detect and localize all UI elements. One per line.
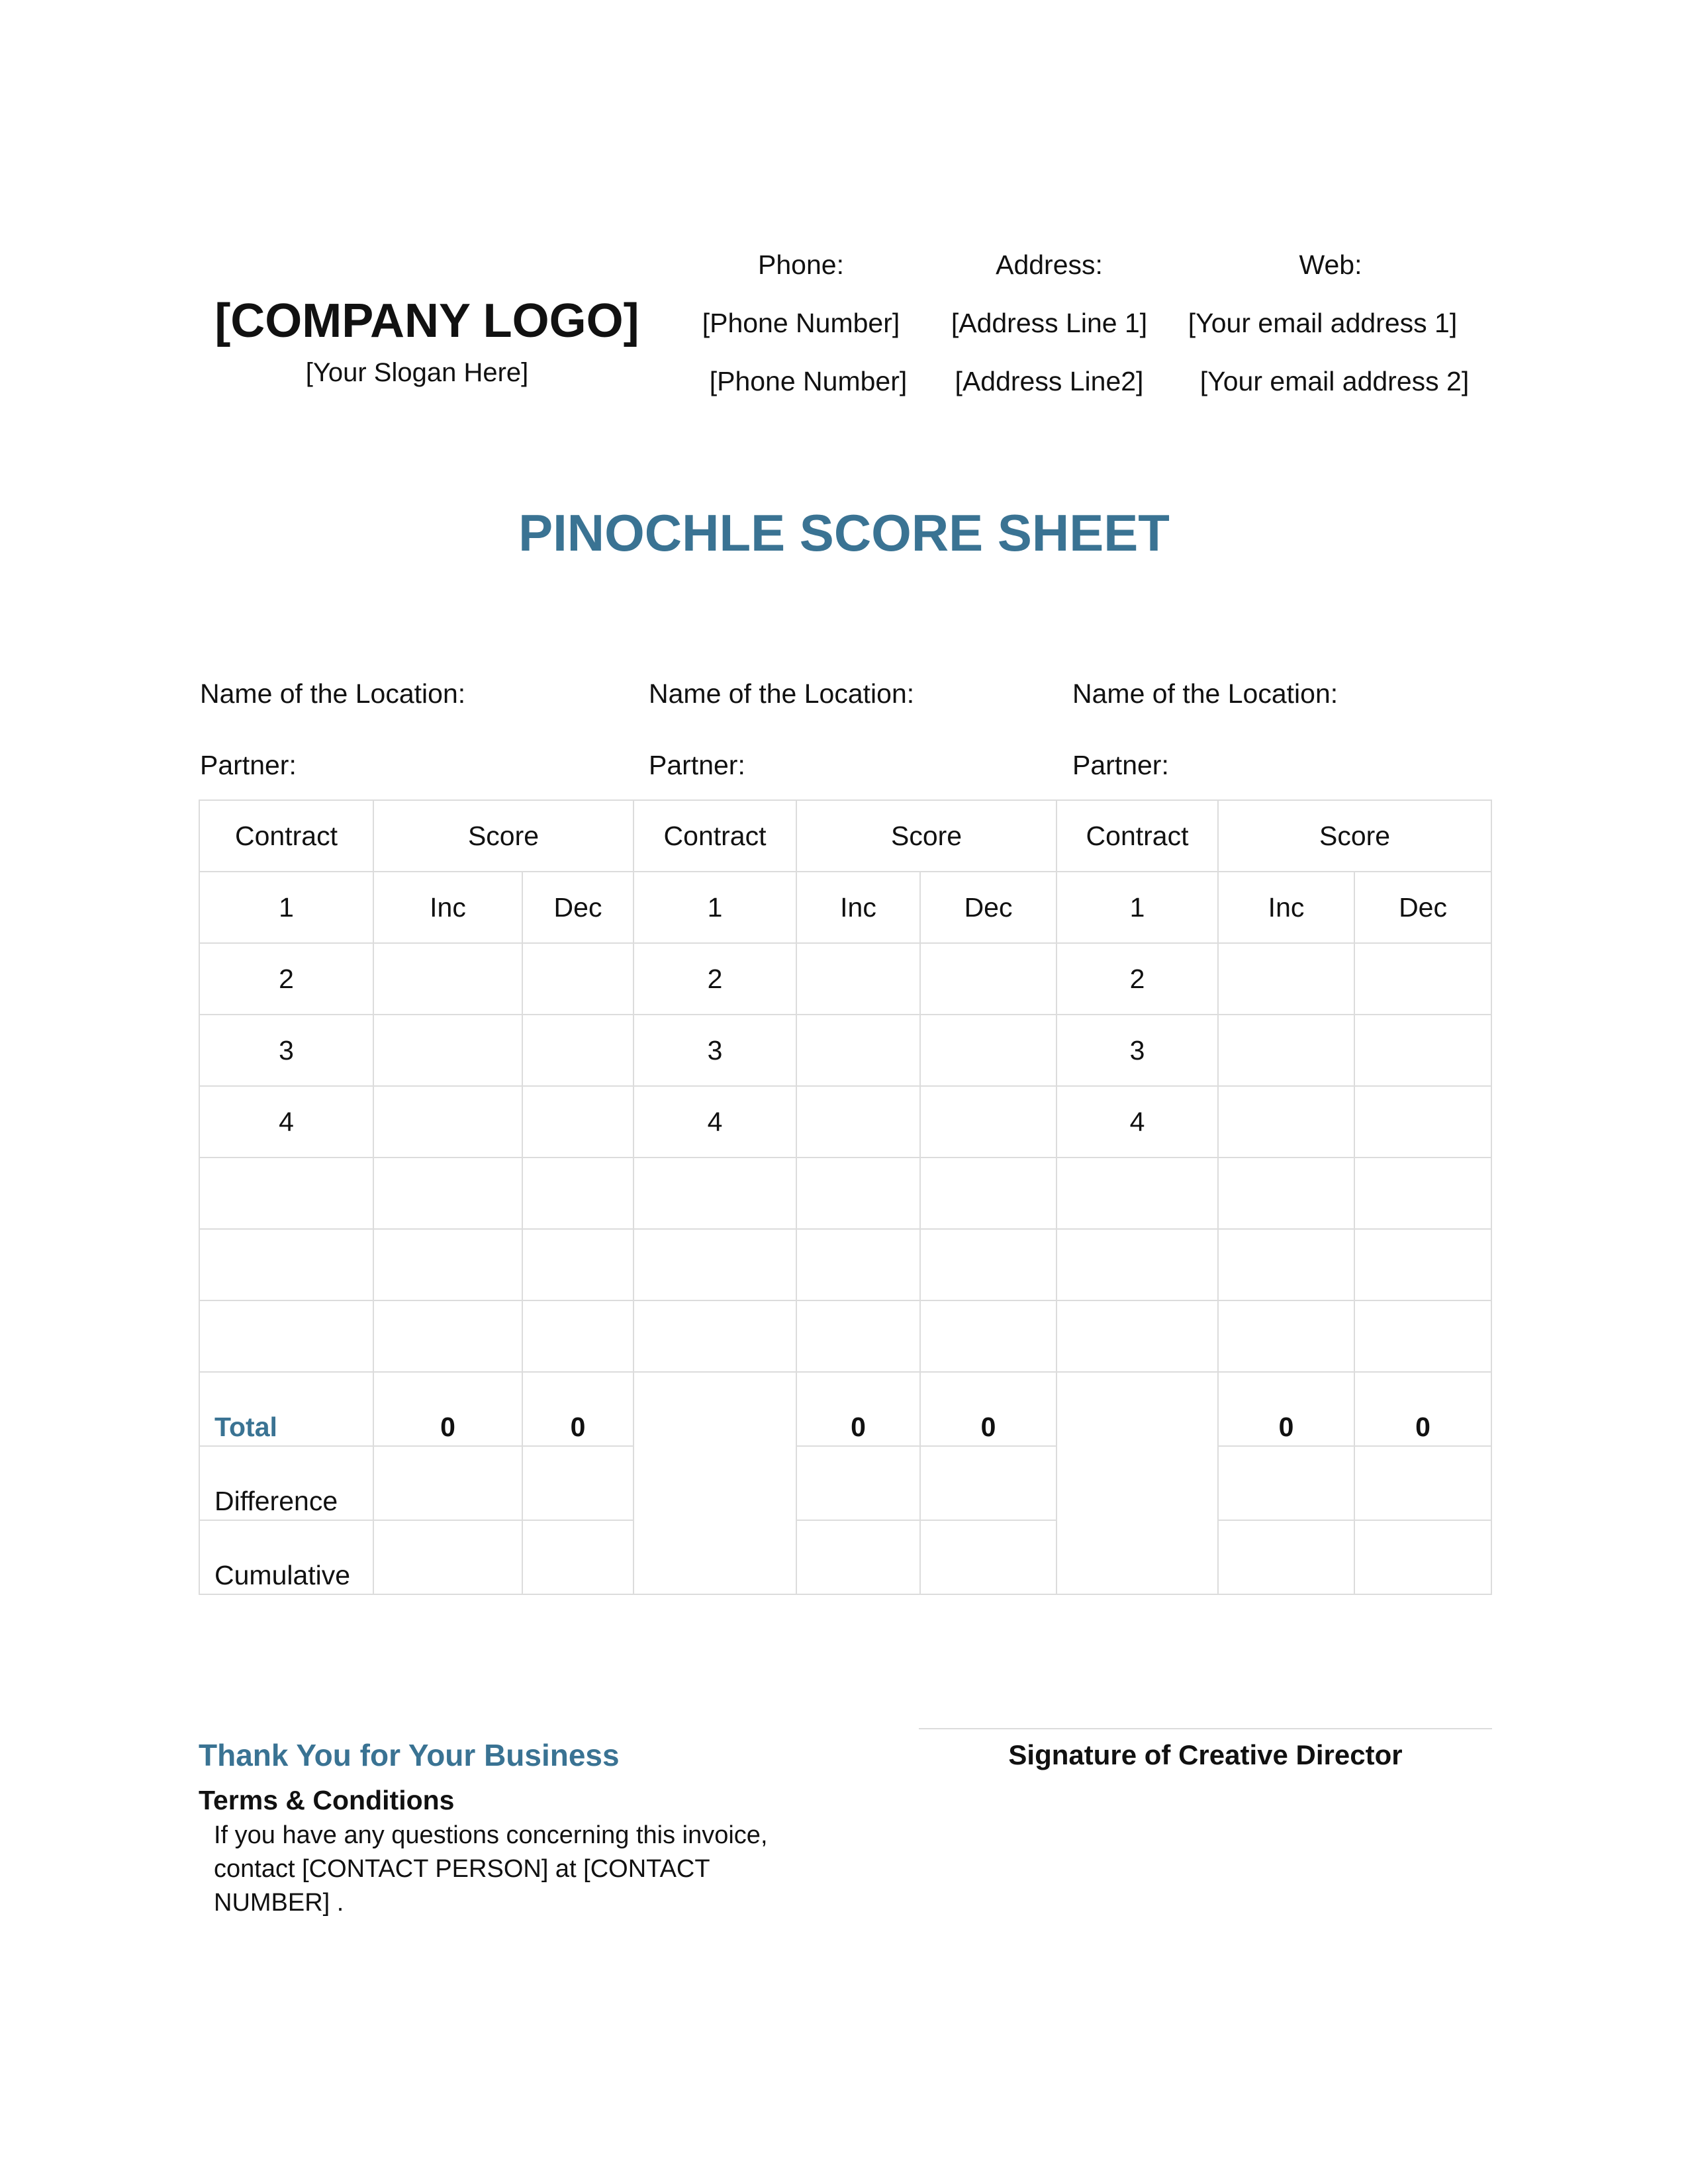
empty-cell[interactable] xyxy=(1354,1229,1491,1300)
phone-number-2: [Phone Number] xyxy=(709,366,908,396)
total-inc-1: 0 xyxy=(373,1372,522,1446)
empty-cell[interactable] xyxy=(1056,1158,1218,1229)
phone-column xyxy=(675,246,927,421)
table-row xyxy=(199,943,1491,1015)
signature-line xyxy=(919,1728,1492,1729)
score-header: Score xyxy=(1218,800,1491,872)
cumulative-cell[interactable] xyxy=(1354,1520,1491,1594)
difference-cell[interactable] xyxy=(1354,1446,1491,1520)
web-email-1: [Your email address 1] xyxy=(1188,308,1458,338)
empty-cell[interactable] xyxy=(796,1158,920,1229)
round-number: 2 xyxy=(1056,943,1218,1015)
score-cell[interactable] xyxy=(1218,1086,1354,1158)
signature-label: Signature of Creative Director xyxy=(1008,1739,1403,1770)
score-cell[interactable] xyxy=(522,1086,633,1158)
empty-cell[interactable] xyxy=(199,1229,373,1300)
table-row xyxy=(199,1300,1491,1372)
empty-cell[interactable] xyxy=(1354,1300,1491,1372)
score-cell[interactable] xyxy=(522,1015,633,1086)
round-number: 4 xyxy=(633,1086,796,1158)
merged-empty-cell xyxy=(1056,1372,1218,1594)
score-header: Score xyxy=(373,800,633,872)
contract-header: Contract xyxy=(633,800,796,872)
round-number: 1 xyxy=(1056,872,1218,943)
total-dec-2: 0 xyxy=(920,1372,1056,1446)
cumulative-cell[interactable] xyxy=(1218,1520,1354,1594)
score-cell[interactable] xyxy=(1354,943,1491,1015)
empty-cell[interactable] xyxy=(633,1229,796,1300)
empty-cell[interactable] xyxy=(920,1229,1056,1300)
score-cell[interactable] xyxy=(920,1086,1056,1158)
score-cell[interactable] xyxy=(796,943,920,1015)
table-row xyxy=(199,1015,1491,1086)
table-row xyxy=(199,1086,1491,1158)
contract-header: Contract xyxy=(199,800,373,872)
total-inc-3: 0 xyxy=(1218,1372,1354,1446)
inc-header: Inc xyxy=(796,872,920,943)
web-label: Web: xyxy=(1299,250,1362,280)
round-number: 4 xyxy=(199,1086,373,1158)
score-cell[interactable] xyxy=(796,1015,920,1086)
partner-label-3: Partner: xyxy=(1072,750,1169,780)
phone-number-1: [Phone Number] xyxy=(702,308,900,338)
cumulative-cell[interactable] xyxy=(796,1520,920,1594)
terms-body: If you have any questions concerning this invoice, contact [CONTACT PERSON] at [CONTACT NUMBER] . xyxy=(214,1821,768,1917)
score-cell[interactable] xyxy=(1354,1086,1491,1158)
company-slogan: [Your Slogan Here] xyxy=(305,358,529,387)
difference-cell[interactable] xyxy=(522,1446,633,1520)
terms-heading: Terms & Conditions xyxy=(199,1785,455,1815)
partner-label-2: Partner: xyxy=(649,750,745,780)
score-cell[interactable] xyxy=(920,1015,1056,1086)
round-number: 3 xyxy=(1056,1015,1218,1086)
empty-cell[interactable] xyxy=(920,1300,1056,1372)
inc-header: Inc xyxy=(373,872,522,943)
empty-cell[interactable] xyxy=(373,1158,522,1229)
score-cell[interactable] xyxy=(373,1086,522,1158)
score-cell[interactable] xyxy=(373,943,522,1015)
empty-cell[interactable] xyxy=(1354,1158,1491,1229)
dec-header: Dec xyxy=(1354,872,1491,943)
score-table xyxy=(199,799,1492,1595)
difference-cell[interactable] xyxy=(1218,1446,1354,1520)
round-number: 1 xyxy=(199,872,373,943)
dec-header: Dec xyxy=(522,872,633,943)
empty-cell[interactable] xyxy=(199,1158,373,1229)
table-row xyxy=(199,1229,1491,1300)
table-row xyxy=(199,872,1491,943)
difference-row xyxy=(199,1446,1491,1520)
cumulative-cell[interactable] xyxy=(373,1520,522,1594)
merged-empty-cell xyxy=(633,1372,796,1594)
empty-cell[interactable] xyxy=(522,1229,633,1300)
difference-cell[interactable] xyxy=(373,1446,522,1520)
web-column xyxy=(1165,246,1496,421)
round-number: 1 xyxy=(633,872,796,943)
table-row xyxy=(199,1158,1491,1229)
score-cell[interactable] xyxy=(1218,1015,1354,1086)
page-title: PINOCHLE SCORE SHEET xyxy=(518,504,1170,562)
empty-cell[interactable] xyxy=(1218,1158,1354,1229)
empty-cell[interactable] xyxy=(920,1158,1056,1229)
score-cell[interactable] xyxy=(796,1086,920,1158)
score-cell[interactable] xyxy=(522,943,633,1015)
cumulative-row xyxy=(199,1520,1491,1594)
total-dec-1: 0 xyxy=(522,1372,633,1446)
inc-header: Inc xyxy=(1218,872,1354,943)
location-label-2: Name of the Location: xyxy=(649,678,915,709)
score-header: Score xyxy=(796,800,1056,872)
cumulative-cell[interactable] xyxy=(920,1520,1056,1594)
address-line-1: [Address Line 1] xyxy=(951,308,1148,338)
score-cell[interactable] xyxy=(1218,943,1354,1015)
empty-cell[interactable] xyxy=(633,1300,796,1372)
total-row xyxy=(199,1372,1491,1446)
thank-you-heading: Thank You for Your Business xyxy=(199,1738,620,1772)
empty-cell[interactable] xyxy=(1056,1229,1218,1300)
round-number: 4 xyxy=(1056,1086,1218,1158)
phone-label: Phone: xyxy=(758,250,844,280)
empty-cell[interactable] xyxy=(1056,1300,1218,1372)
address-label: Address: xyxy=(996,250,1103,280)
total-inc-2: 0 xyxy=(796,1372,920,1446)
round-number: 3 xyxy=(633,1015,796,1086)
location-label-1: Name of the Location: xyxy=(200,678,466,709)
contract-header: Contract xyxy=(1056,800,1218,872)
address-column xyxy=(917,246,1182,421)
total-dec-3: 0 xyxy=(1354,1372,1491,1446)
address-line-2: [Address Line2] xyxy=(955,366,1144,396)
score-cell[interactable] xyxy=(1354,1015,1491,1086)
location-label-3: Name of the Location: xyxy=(1072,678,1338,709)
difference-cell[interactable] xyxy=(796,1446,920,1520)
round-number: 2 xyxy=(199,943,373,1015)
difference-label: Difference xyxy=(199,1446,373,1520)
total-label: Total xyxy=(199,1372,373,1446)
empty-cell[interactable] xyxy=(522,1300,633,1372)
partner-label-1: Partner: xyxy=(200,750,297,780)
round-number: 3 xyxy=(199,1015,373,1086)
web-email-2: [Your email address 2] xyxy=(1199,366,1470,396)
header-row xyxy=(199,800,1491,872)
empty-cell[interactable] xyxy=(373,1300,522,1372)
difference-cell[interactable] xyxy=(920,1446,1056,1520)
empty-cell[interactable] xyxy=(1218,1229,1354,1300)
empty-cell[interactable] xyxy=(796,1229,920,1300)
round-number: 2 xyxy=(633,943,796,1015)
empty-cell[interactable] xyxy=(199,1300,373,1372)
company-logo: [COMPANY LOGO] xyxy=(214,295,639,347)
empty-cell[interactable] xyxy=(1218,1300,1354,1372)
score-cell[interactable] xyxy=(373,1015,522,1086)
empty-cell[interactable] xyxy=(633,1158,796,1229)
cumulative-cell[interactable] xyxy=(522,1520,633,1594)
cumulative-label: Cumulative xyxy=(199,1520,373,1594)
dec-header: Dec xyxy=(920,872,1056,943)
score-cell[interactable] xyxy=(920,943,1056,1015)
empty-cell[interactable] xyxy=(373,1229,522,1300)
empty-cell[interactable] xyxy=(796,1300,920,1372)
empty-cell[interactable] xyxy=(522,1158,633,1229)
